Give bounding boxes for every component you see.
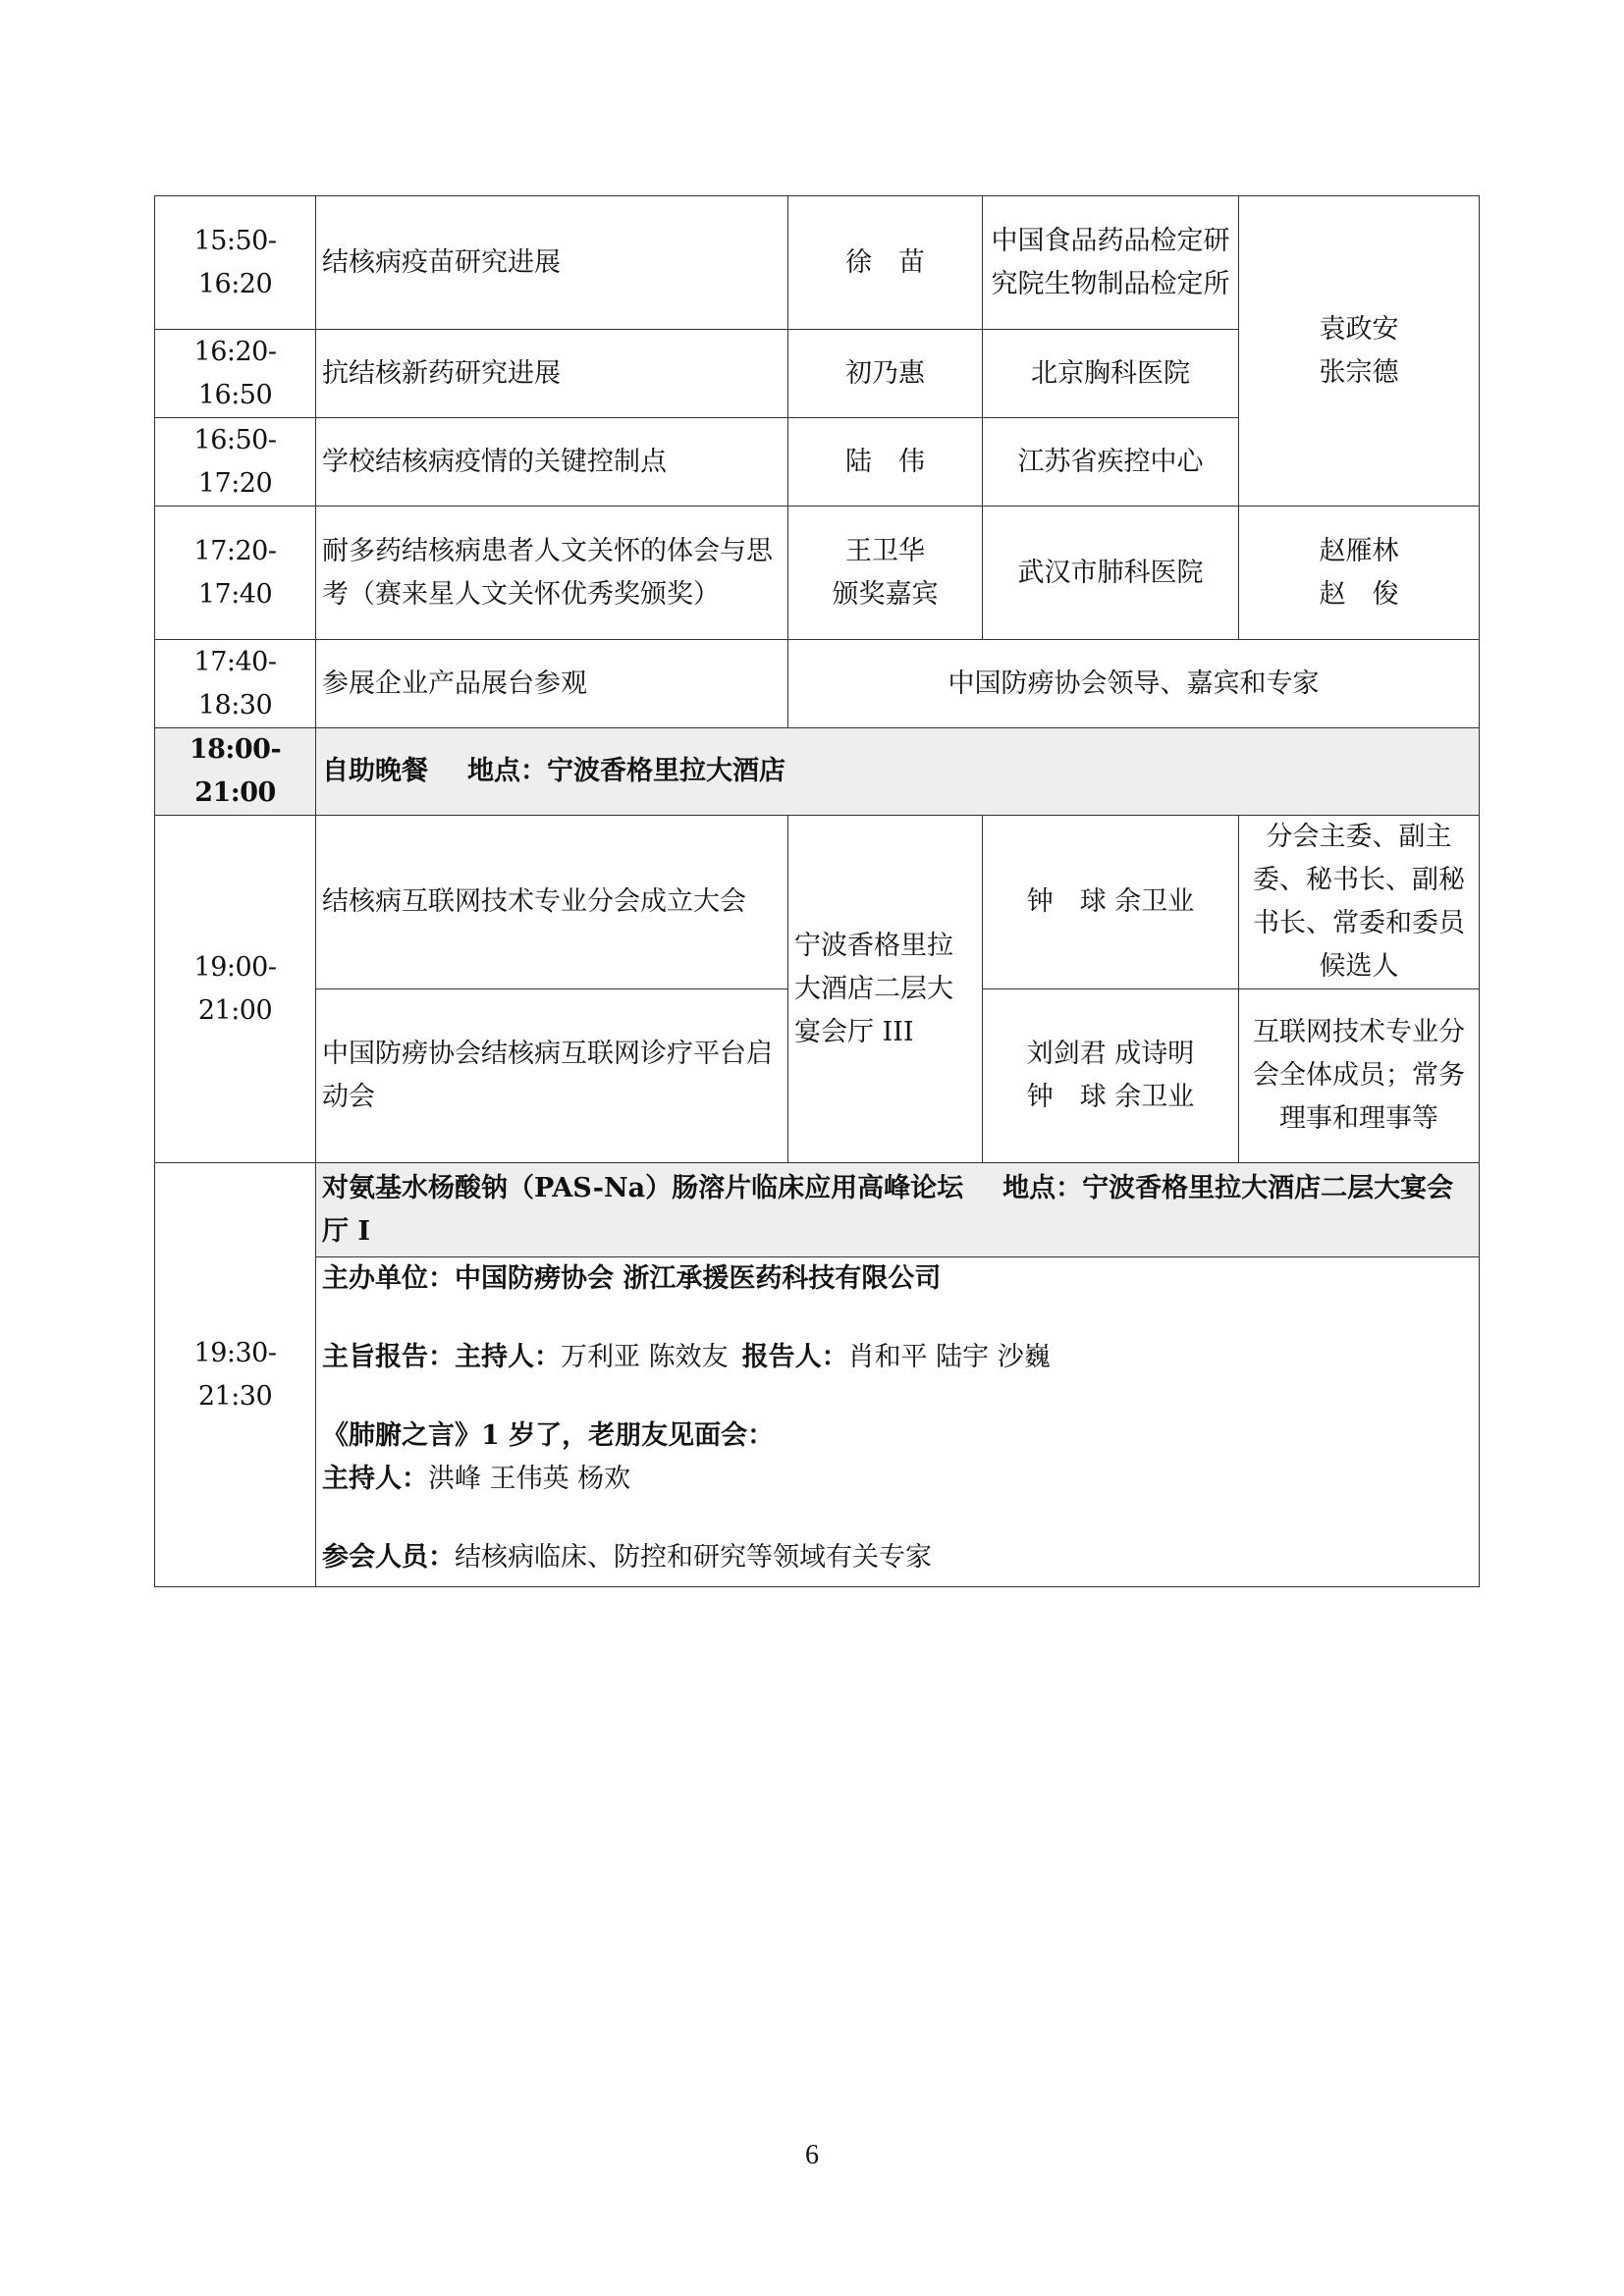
speaker-role: 颁奖嘉宾 xyxy=(832,578,939,610)
forum-details-cell xyxy=(316,1257,1480,1587)
field-value: 中国防痨协会 浙江承援医药科技有限公司 xyxy=(455,1263,942,1294)
spacer xyxy=(322,1379,1473,1415)
participants-cell: 中国防痨协会领导、嘉宾和专家 xyxy=(788,640,1480,728)
forum-keynote xyxy=(322,1336,1473,1379)
attendees-cell: 分会主委、副主委、秘书长、副秘书长、常委和委员候选人 xyxy=(1239,816,1480,989)
page-number: 6 xyxy=(805,2140,819,2170)
topic-cell: 抗结核新药研究进展 xyxy=(316,330,788,418)
organization-cell: 武汉市肺科医院 xyxy=(983,507,1239,640)
dinner-cell xyxy=(316,728,1480,816)
chair-name: 张宗德 xyxy=(1319,356,1399,388)
spacer xyxy=(322,1501,1473,1536)
organization-cell: 北京胸科医院 xyxy=(983,330,1239,418)
forum-title-cell xyxy=(316,1163,1480,1257)
speaker-name: 王卫华 xyxy=(845,535,925,566)
field-label: 主旨报告： xyxy=(322,1342,455,1372)
table-row xyxy=(155,1163,1480,1257)
time-cell: 17:20-17:40 xyxy=(155,507,316,640)
topic-cell: 耐多药结核病患者人文关怀的体会与思考（赛来星人文关怀优秀奖颁奖） xyxy=(316,507,788,640)
host-cell: 钟 球 余卫业 xyxy=(983,816,1239,989)
field-value: 洪峰 王伟英 杨欢 xyxy=(428,1464,631,1494)
organization-cell: 中国食品药品检定研究院生物制品检定所 xyxy=(983,196,1239,330)
dinner-location: 地点：宁波香格里拉大酒店 xyxy=(467,756,785,786)
topic-cell: 学校结核病疫情的关键控制点 xyxy=(316,418,788,507)
chair-cell xyxy=(1239,507,1480,640)
table-row xyxy=(155,728,1480,816)
forum-title: 对氨基水杨酸钠（PAS-Na）肠溶片临床应用高峰论坛 xyxy=(322,1172,964,1203)
organization-cell: 江苏省疾控中心 xyxy=(983,418,1239,507)
chair-name: 袁政安 xyxy=(1319,313,1399,345)
field-value: 结核病临床、防控和研究等领域有关专家 xyxy=(455,1542,932,1573)
table-row xyxy=(155,640,1480,728)
host-cell xyxy=(983,989,1239,1163)
host-names: 钟 球 余卫业 xyxy=(1026,1082,1195,1112)
forum-organizer xyxy=(322,1257,1473,1301)
topic-cell: 结核病互联网技术专业分会成立大会 xyxy=(316,816,788,989)
field-label: 主办单位： xyxy=(322,1263,455,1294)
spacer xyxy=(322,1301,1473,1336)
field-value: 万利亚 陈效友 xyxy=(561,1342,729,1372)
speaker-cell: 初乃惠 xyxy=(788,330,983,418)
field-value: 肖和平 陆宇 沙巍 xyxy=(847,1342,1051,1372)
schedule-table xyxy=(154,195,1480,1587)
field-label: 参会人员： xyxy=(322,1542,455,1573)
dinner-label: 自助晚餐 xyxy=(322,756,428,786)
time-cell: 17:40-18:30 xyxy=(155,640,316,728)
forum-anniversary-title: 《肺腑之言》1 岁了，老朋友见面会： xyxy=(322,1420,775,1451)
field-label: 报告人： xyxy=(741,1342,848,1372)
time-cell: 18:00-21:00 xyxy=(155,728,316,816)
speaker-cell xyxy=(788,507,983,640)
forum-anniversary-host xyxy=(322,1458,1473,1501)
topic-cell: 中国防痨协会结核病互联网诊疗平台启动会 xyxy=(316,989,788,1163)
topic-cell: 结核病疫苗研究进展 xyxy=(316,196,788,330)
forum-attendees xyxy=(322,1536,1473,1579)
time-cell: 19:30-21:30 xyxy=(155,1163,316,1587)
table-row xyxy=(155,1257,1480,1587)
speaker-cell: 陆 伟 xyxy=(788,418,983,507)
chair-cell xyxy=(1239,196,1480,507)
time-cell: 16:50-17:20 xyxy=(155,418,316,507)
speaker-cell: 徐 苗 xyxy=(788,196,983,330)
time-cell: 16:20-16:50 xyxy=(155,330,316,418)
field-label: 主持人： xyxy=(322,1464,428,1494)
forum-location: 地点：宁波香格里拉大酒店二层大宴会厅 I xyxy=(322,1172,1454,1247)
chair-name: 赵 俊 xyxy=(1319,578,1399,610)
table-row xyxy=(155,816,1480,989)
topic-cell: 参展企业产品展台参观 xyxy=(316,640,788,728)
table-row xyxy=(155,196,1480,330)
table-row xyxy=(155,507,1480,640)
attendees-cell: 互联网技术专业分会全体成员；常务理事和理事等 xyxy=(1239,989,1480,1163)
time-cell: 19:00-21:00 xyxy=(155,816,316,1163)
chair-name: 赵雁林 xyxy=(1319,535,1399,566)
host-names: 刘剑君 成诗明 xyxy=(1026,1039,1195,1069)
field-label: 主持人： xyxy=(455,1342,561,1372)
venue-cell: 宁波香格里拉大酒店二层大宴会厅 III xyxy=(788,816,983,1163)
time-cell: 15:50-16:20 xyxy=(155,196,316,330)
